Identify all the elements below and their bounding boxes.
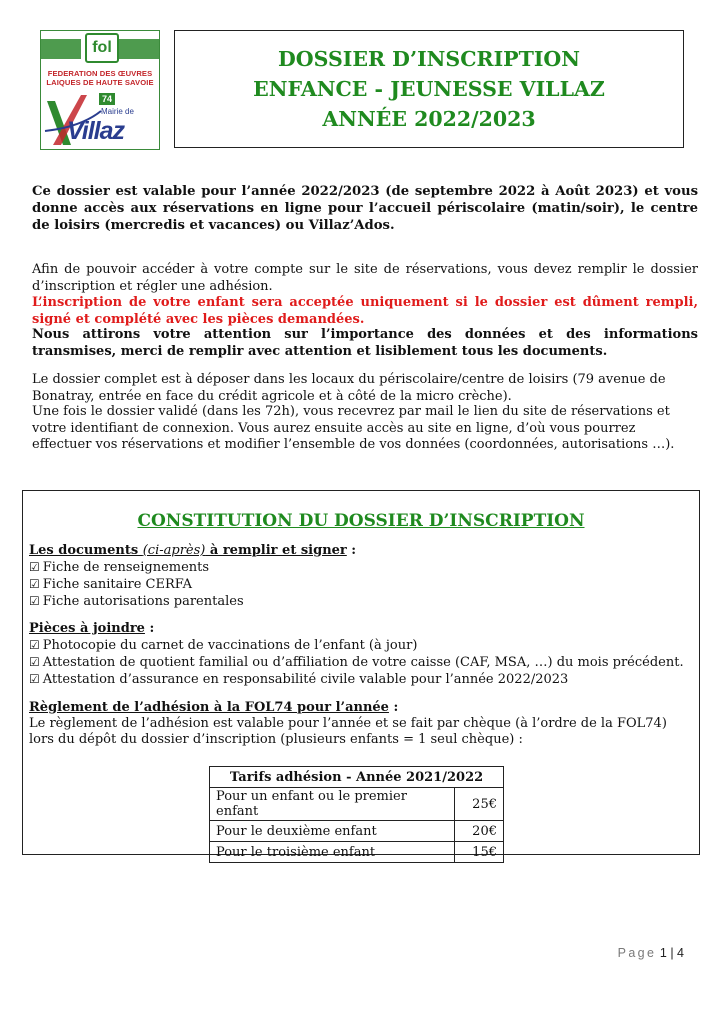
- documents-heading: [29, 543, 693, 559]
- checkbox-checked-icon: ☑: [29, 577, 40, 591]
- table-row: [210, 788, 504, 821]
- title-line-3: ANNÉE 2022/2023: [322, 107, 536, 131]
- checkbox-checked-icon: ☑: [29, 594, 40, 608]
- documents-heading-end: à remplir et signer: [205, 543, 347, 558]
- checkbox-checked-icon: ☑: [29, 560, 40, 574]
- tarif-label: Pour le troisième enfant: [210, 842, 455, 863]
- list-item-label: Fiche autorisations parentales: [42, 594, 244, 609]
- list-item: [29, 593, 693, 610]
- list-item: [29, 637, 693, 654]
- pieces-section: [29, 621, 693, 688]
- fol-badge: fol: [85, 33, 119, 63]
- mairie-label: Mairie de: [101, 107, 134, 116]
- tarif-label: Pour le deuxième enfant: [210, 821, 455, 842]
- page-number-footer: [560, 946, 684, 960]
- reglement-heading: [29, 700, 693, 716]
- constitution-box: [22, 490, 700, 860]
- dept-74-badge: 74: [99, 93, 115, 105]
- documents-heading-italic: (ci-après): [142, 543, 206, 558]
- federation-line-1: FEDERATION DES ŒUVRES: [47, 69, 153, 78]
- documents-heading-start: Les documents: [29, 543, 143, 558]
- checkbox-checked-icon: ☑: [29, 672, 40, 686]
- pieces-heading-text: Pièces à joindre: [29, 621, 145, 636]
- acceptance-warning: L’inscription de votre enfant sera acceptée uniquement si le dossier est dûment rempli, signé et complété avec les pièces demandées.: [32, 295, 698, 327]
- checkbox-checked-icon: ☑: [29, 655, 40, 669]
- list-item-label: Attestation d’assurance en responsabilité civile valable pour l’année 2022/2023: [42, 672, 569, 687]
- page-total: 4: [677, 946, 684, 960]
- list-item: [29, 671, 693, 688]
- list-item-label: Fiche sanitaire CERFA: [42, 577, 193, 592]
- documents-heading-colon: :: [346, 543, 357, 558]
- page-label: Page: [617, 946, 657, 960]
- table-row: [210, 821, 504, 842]
- tarif-price: 15€: [455, 842, 504, 863]
- logo-banner: [41, 31, 159, 65]
- attention-paragraph: Nous attirons votre attention sur l’importance des données et des informations transmises, merci de remplir avec attention et lisiblement tous les documents.: [32, 327, 698, 359]
- page-current: 1: [659, 946, 667, 960]
- list-item-label: Photocopie du carnet de vaccinations de l’enfant (à jour): [42, 638, 418, 653]
- tarifs-table-header: Tarifs adhésion - Année 2021/2022: [210, 767, 504, 788]
- fol-villaz-logo: [40, 30, 160, 150]
- checkbox-checked-icon: ☑: [29, 638, 40, 652]
- validity-paragraph: Ce dossier est valable pour l’année 2022/2023 (de septembre 2022 à Août 2023) et vous donne accès aux réservations en ligne pour l’accueil périscolaire (matin/soir), le centre de loisirs (mercredis et vacances) ou Villaz’Ados.: [32, 184, 698, 233]
- title-line-1: DOSSIER D’INSCRIPTION: [277, 47, 581, 71]
- account-paragraph: Afin de pouvoir accéder à votre compte sur le site de réservations, vous devez remplir le dossier d’inscription et régler une adhésion.: [32, 262, 698, 294]
- federation-label: [45, 69, 155, 87]
- title-line-2: ENFANCE - JEUNESSE VILLAZ: [253, 77, 605, 101]
- tarif-price: 25€: [455, 788, 504, 821]
- table-header-row: [210, 767, 504, 788]
- list-item-label: Attestation de quotient familial ou d’affiliation de votre caisse (CAF, MSA, …) du mois précédent.: [42, 655, 684, 670]
- tarifs-table: [209, 766, 504, 863]
- reglement-section: [29, 700, 693, 748]
- document-title-box: [174, 30, 684, 148]
- pieces-heading: [29, 621, 693, 637]
- validation-paragraph: Une fois le dossier validé (dans les 72h), vous recevrez par mail le lien du site de réservations et votre identifiant de connexion. Vous aurez ensuite accès au site en ligne, d’où vous pourrez effectuer vos réservations et modifier l’ensemble de vos données (coordonnées, autorisations …).: [32, 404, 675, 452]
- deposit-paragraph: Le dossier complet est à déposer dans les locaux du périscolaire/centre de loisirs (79 avenue de Bonatray, entrée en face du crédit agricole et à côté de la micro crèche).: [32, 372, 666, 404]
- tarif-label: Pour un enfant ou le premier enfant: [210, 788, 455, 821]
- tarif-price: 20€: [455, 821, 504, 842]
- documents-section: [29, 543, 693, 610]
- mairie-villaz-logo: [41, 91, 159, 149]
- list-item: [29, 559, 693, 576]
- list-item: [29, 654, 693, 671]
- reglement-heading-text: Règlement de l’adhésion à la FOL74 pour l’année: [29, 700, 389, 715]
- reglement-text: Le règlement de l’adhésion est valable pour l’année et se fait par chèque (à l’ordre de la FOL74) lors du dépôt du dossier d’inscription (plusieurs enfants = 1 seul chèque) :: [29, 716, 667, 747]
- federation-line-2: LAIQUES DE HAUTE SAVOIE: [46, 78, 154, 87]
- constitution-title: CONSTITUTION DU DOSSIER D’INSCRIPTION: [137, 511, 585, 531]
- list-item-label: Fiche de renseignements: [42, 560, 210, 575]
- table-row: [210, 842, 504, 863]
- pieces-heading-colon: :: [144, 621, 155, 636]
- page-separator: |: [670, 946, 674, 960]
- reglement-heading-colon: :: [388, 700, 399, 715]
- list-item: [29, 576, 693, 593]
- villaz-wordmark: Villaz: [67, 117, 124, 145]
